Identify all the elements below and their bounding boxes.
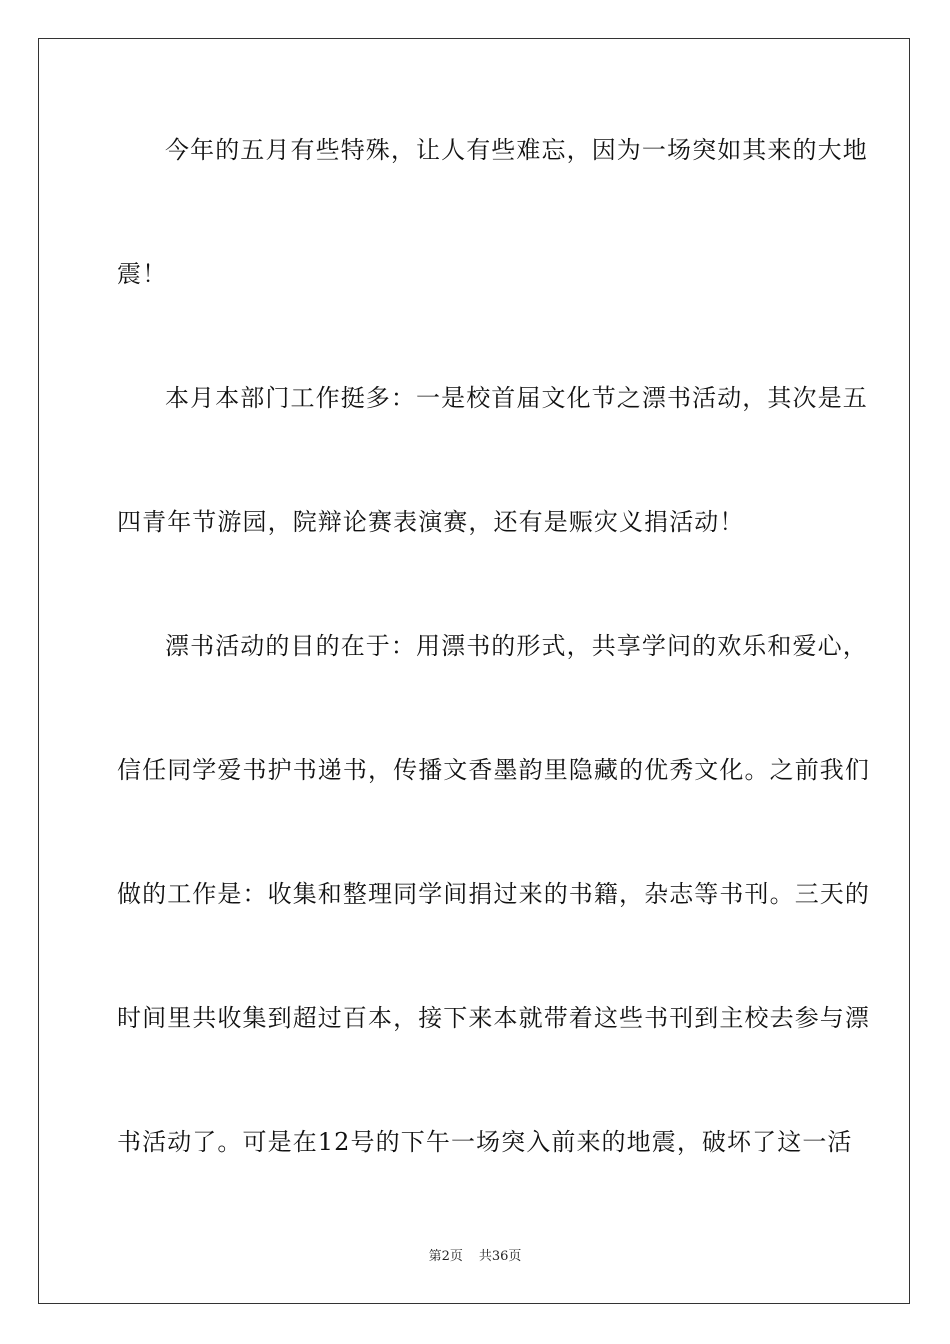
page-footer [0,1248,950,1266]
paragraph-3-line-4: 时间里共收集到超过百本，接下来本就带着这些书刊到主校去参与漂 [117,1004,870,1032]
paragraph-1-line-1: 今年的五月有些特殊，让人有些难忘，因为一场突如其来的大地 [165,136,868,164]
paragraph-1-line-2: 震！ [117,260,168,288]
paragraph-3-line-2: 信任同学爱书护书递书，传播文香墨韵里隐藏的优秀文化。之前我们 [117,756,870,784]
paragraph-2-line-1: 本月本部门工作挺多：一是校首届文化节之漂书活动，其次是五 [165,384,868,412]
page-border [38,38,910,1304]
paragraph-3-line-1: 漂书活动的目的在于：用漂书的形式，共享学问的欢乐和爱心， [165,632,868,660]
paragraph-2-line-2: 四青年节游园，院辩论赛表演赛，还有是赈灾义捐活动！ [117,508,745,536]
page-total: 共36页 [478,1249,522,1264]
paragraph-3-line-3: 做的工作是：收集和整理同学间捐过来的书籍，杂志等书刊。三天的 [117,880,870,908]
paragraph-3-line-5: 书活动了。可是在12号的下午一场突入前来的地震，破坏了这一活 [117,1128,853,1156]
page-number: 第2页 [428,1249,463,1264]
